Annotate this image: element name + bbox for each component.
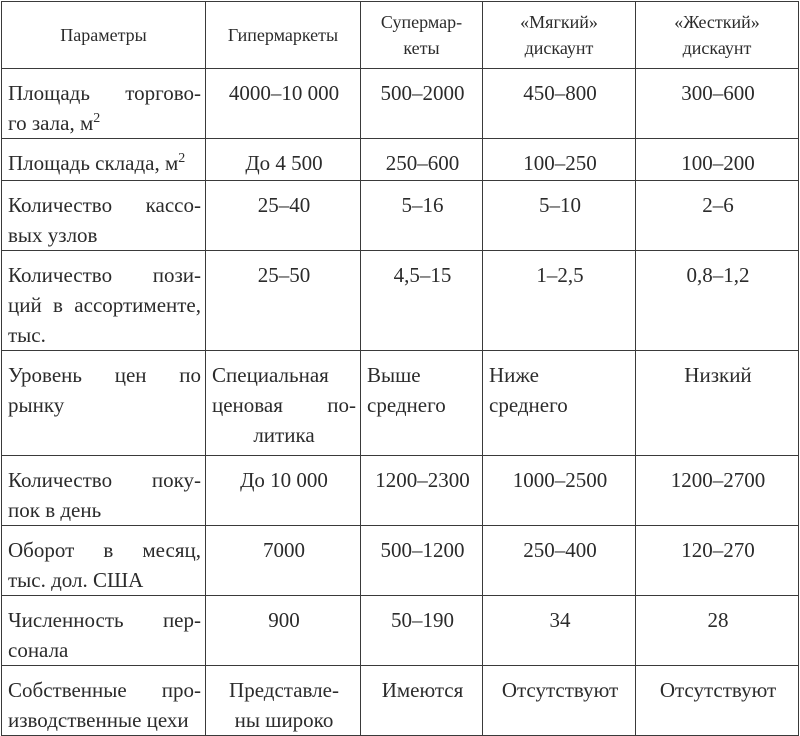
value-cell: [636, 251, 799, 351]
param-cell: [2, 456, 206, 526]
header-line: Супермар-: [380, 12, 463, 32]
value-line: Выше: [367, 363, 421, 387]
param-line-text: Уровень цен по: [8, 363, 201, 387]
header-cell-supermarkets: [361, 2, 483, 69]
param-line: [8, 635, 201, 665]
value-cell: [361, 456, 483, 526]
value-line: 4000–10 000: [228, 81, 340, 105]
value-cell: [206, 181, 361, 251]
param-line: [8, 220, 201, 250]
value-cell: [636, 139, 799, 181]
value-line: 4,5–15: [393, 263, 452, 287]
value-cell: [206, 526, 361, 596]
table-row: [2, 666, 799, 736]
value-line: 300–600: [681, 81, 755, 105]
param-cell: [2, 526, 206, 596]
param-line: [8, 390, 201, 420]
param-line-text: Количество поку-: [8, 468, 201, 492]
value-cell: [636, 526, 799, 596]
param-cell: [2, 181, 206, 251]
value-line: 34: [549, 608, 571, 632]
param-line-text: рынку: [8, 393, 65, 417]
value-line: 450–800: [523, 81, 597, 105]
value-line: литика: [253, 423, 315, 447]
param-cell: [2, 351, 206, 456]
param-line: [8, 495, 201, 525]
unit-superscript: 2: [93, 111, 101, 126]
value-line: До 4 500: [245, 151, 323, 175]
value-cell: [361, 596, 483, 666]
value-line: 500–1200: [380, 538, 465, 562]
value-line: ны широко: [234, 708, 334, 732]
param-line: [8, 148, 201, 178]
table-row: [2, 181, 799, 251]
value-cell: [361, 139, 483, 181]
value-line: 50–190: [391, 608, 454, 632]
value-line: 250–400: [523, 538, 597, 562]
value-cell: [483, 666, 636, 736]
value-line: среднего: [489, 393, 568, 417]
value-line: 25–40: [257, 193, 311, 217]
header-cell-hard-discounter: [636, 2, 799, 69]
value-cell: [636, 181, 799, 251]
value-cell: [636, 351, 799, 456]
value-cell: [483, 251, 636, 351]
header-line: дискаунт: [524, 38, 594, 58]
table-row: [2, 251, 799, 351]
value-cell: [483, 596, 636, 666]
value-line: 1000–2500: [512, 468, 608, 492]
value-line: 2–6: [702, 193, 734, 217]
value-cell: [361, 181, 483, 251]
header-line: дискаунт: [682, 38, 752, 58]
param-line: [8, 260, 201, 290]
value-line: 28: [707, 608, 729, 632]
param-cell: [2, 596, 206, 666]
value-cell: [483, 139, 636, 181]
param-line-text: вых узлов: [8, 223, 98, 247]
value-line: ценовая по-: [212, 393, 356, 417]
table-row: [2, 456, 799, 526]
param-cell: [2, 666, 206, 736]
value-line: Представле-: [229, 678, 339, 702]
value-line: Ниже: [489, 363, 539, 387]
param-line-text: тыс. дол. США: [8, 568, 144, 592]
table-body: [2, 2, 799, 736]
store-formats-table: [1, 1, 799, 736]
header-cell-hypermarkets: [206, 2, 361, 69]
header-line: Параметры: [60, 25, 147, 45]
param-line: [8, 565, 201, 595]
value-cell: [206, 251, 361, 351]
value-line: среднего: [367, 393, 446, 417]
value-cell: [636, 69, 799, 139]
table-row: [2, 596, 799, 666]
param-line-text: Количество кассо-: [8, 193, 201, 217]
value-line: 0,8–1,2: [686, 263, 750, 287]
value-cell: [483, 181, 636, 251]
param-line-text: тыс.: [8, 323, 46, 347]
header-cell-soft-discounter: [483, 2, 636, 69]
value-line: 5–16: [401, 193, 444, 217]
param-cell: [2, 69, 206, 139]
value-cell: [206, 456, 361, 526]
value-line: Низкий: [684, 363, 752, 387]
value-cell: [361, 351, 483, 456]
value-line: 250–600: [385, 151, 460, 175]
param-line: [8, 360, 201, 390]
param-line: [8, 190, 201, 220]
value-line: 7000: [263, 538, 305, 562]
param-line-text: Оборот в месяц,: [8, 538, 201, 562]
header-line: «Жесткий»: [674, 12, 760, 32]
param-line: [8, 675, 201, 705]
value-line: До 10 000: [240, 468, 328, 492]
value-line: 25–50: [257, 263, 311, 287]
value-line: 100–250: [523, 151, 597, 175]
value-line: 120–270: [681, 538, 755, 562]
value-cell: [361, 251, 483, 351]
header-line: кеты: [403, 38, 440, 58]
table-row: [2, 139, 799, 181]
table-row: [2, 351, 799, 456]
header-line: Гипермаркеты: [227, 25, 339, 45]
param-line-text: ций в ассортименте,: [8, 293, 201, 317]
value-cell: [483, 351, 636, 456]
value-cell: [206, 69, 361, 139]
param-line: [8, 705, 201, 735]
param-line-text: изводственные цехи: [8, 708, 189, 732]
param-line: [8, 108, 201, 138]
param-line: [8, 290, 201, 320]
param-line: [8, 535, 201, 565]
param-line-text: пок в день: [8, 498, 102, 522]
value-cell: [206, 666, 361, 736]
value-cell: [206, 351, 361, 456]
param-line-text: Площадь торгово-: [8, 81, 201, 105]
value-line: 900: [268, 608, 300, 632]
param-line-text: Численность пер-: [8, 608, 201, 632]
unit-superscript: 2: [178, 151, 186, 166]
header-cell-parameters: [2, 2, 206, 69]
param-line: [8, 605, 201, 635]
value-cell: [636, 456, 799, 526]
param-line: [8, 78, 201, 108]
value-cell: [361, 526, 483, 596]
value-cell: [361, 666, 483, 736]
value-line: 1–2,5: [536, 263, 584, 287]
header-line: «Мягкий»: [520, 12, 598, 32]
value-line: 500–2000: [380, 81, 465, 105]
param-line-text: Количество пози-: [8, 263, 201, 287]
value-line: Имеются: [381, 678, 464, 702]
value-line: 1200–2700: [670, 468, 766, 492]
param-line: [8, 465, 201, 495]
value-cell: [483, 456, 636, 526]
param-line-text: сонала: [8, 638, 69, 662]
value-cell: [483, 526, 636, 596]
header-row: [2, 2, 799, 69]
table-row: [2, 69, 799, 139]
value-line: Отсутствуют: [659, 678, 777, 702]
table-row: [2, 526, 799, 596]
value-line: Специальная: [212, 363, 329, 387]
value-cell: [636, 596, 799, 666]
param-cell: [2, 251, 206, 351]
param-line: [8, 320, 201, 350]
param-line-text: го зала, м: [8, 111, 94, 135]
value-line: Отсутствуют: [501, 678, 619, 702]
value-cell: [636, 666, 799, 736]
value-line: 5–10: [539, 193, 581, 217]
param-cell: [2, 139, 206, 181]
value-cell: [206, 139, 361, 181]
value-cell: [483, 69, 636, 139]
value-cell: [361, 69, 483, 139]
param-line-text: Площадь склада, м: [8, 151, 179, 175]
value-cell: [206, 596, 361, 666]
value-line: 1200–2300: [375, 468, 470, 492]
value-line: 100–200: [681, 151, 755, 175]
param-line-text: Собственные про-: [8, 678, 201, 702]
